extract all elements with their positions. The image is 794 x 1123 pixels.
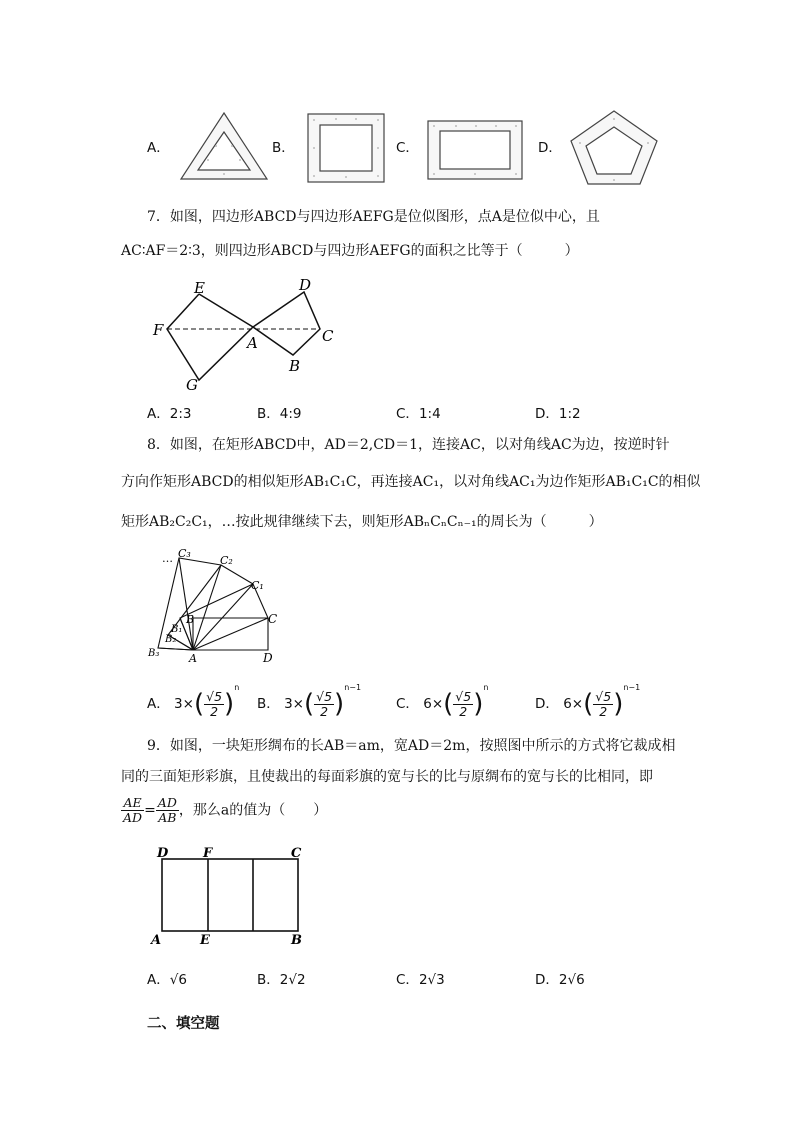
q6-option-a-triangle-frame <box>178 110 270 182</box>
q7-stem-line-1: 7．如图，四边形ABCD与四边形AEFG是位似图形，点A是位似中心，且 <box>147 209 600 225</box>
section-heading: 二、填空题 <box>147 1016 220 1032</box>
q7-label-e: E <box>194 279 205 297</box>
q9-stem-line-3: $\frac{AE}{AD}$ = $\frac{AD}{AB}$ ，那么a的值为（ ） <box>123 795 328 825</box>
q7-stem-line-2: AC∶AF＝2∶3，则四边形ABCD与四边形AEFG的面积之比等于（ ） <box>121 243 579 259</box>
q9-fraction-ae-ad: $\frac{AE}{AD}$ <box>123 795 143 825</box>
q8-label-c1: C₁ <box>251 579 264 592</box>
q9-label-e: E <box>200 933 210 948</box>
q7-label-c: C <box>322 327 334 345</box>
q8-label-b3: B₃ <box>148 648 160 659</box>
q7-option-c: C．1:4 <box>396 406 441 422</box>
q7-label-a: A <box>247 334 258 352</box>
q7-option-b: B．4:9 <box>257 406 302 422</box>
q7-label-d: D <box>299 276 312 294</box>
q8-label-c: C <box>268 612 278 626</box>
q7-label-g: G <box>186 376 198 394</box>
q8-option-c: C． 6×( $\frac{√5}{2}$ )$^n$ <box>396 683 489 719</box>
q6-option-c-letter: C． <box>396 140 419 156</box>
q8-label-ellipsis: … <box>162 552 173 565</box>
q9-option-d: D．2√6 <box>535 972 585 988</box>
q8-stem-line-2: 方向作矩形ABCD的相似矩形AB₁C₁C，再连接AC₁，以对角线AC₁为边作矩形AB₁C₁C的相似 <box>121 474 701 490</box>
q8-label-b1: B₁ <box>171 624 183 635</box>
q6-option-b-letter: B． <box>272 140 295 156</box>
q6-option-c-rectangle-frame <box>426 119 524 181</box>
q7-figure-bowtie <box>148 275 338 395</box>
q8-option-a: A． 3×( $\frac{√5}{2}$ )$^n$ <box>147 683 240 719</box>
q9-label-c: C <box>291 846 302 861</box>
q7-label-b: B <box>289 357 301 375</box>
q8-label-b: B <box>186 613 195 626</box>
q9-option-b: B．2√2 <box>257 972 306 988</box>
q9-option-c: C．2√3 <box>396 972 445 988</box>
q8-label-b2: B₂ <box>165 634 177 645</box>
q8-stem-line-1: 8．如图，在矩形ABCD中，AD＝2,CD＝1，连接AC，以对角线AC为边，按逆时针 <box>147 437 670 453</box>
q8-stem-line-3: 矩形AB₂C₂C₁，…按此规律继续下去，则矩形ABₙCₙCₙ₋₁的周长为（ ） <box>121 514 603 530</box>
q8-option-b: B． 3×( $\frac{√5}{2}$ )$^{n-1}$ <box>257 683 362 719</box>
q7-option-d: D．1:2 <box>535 406 581 422</box>
q8-option-d: D． 6×( $\frac{√5}{2}$ )$^{n-1}$ <box>535 683 641 719</box>
q9-label-d: D <box>157 846 169 861</box>
q8-label-d: D <box>263 651 273 665</box>
q6-option-d-letter: D． <box>538 140 562 156</box>
q9-option-a: A．√6 <box>147 972 187 988</box>
q8-label-c3: C₃ <box>178 547 191 560</box>
q8-figure-spiral-rectangles <box>146 545 286 670</box>
q9-label-a: A <box>151 933 162 948</box>
q6-option-a-letter: A． <box>147 140 170 156</box>
q9-stem-line-2: 同的三面矩形彩旗，且使裁出的每面彩旗的宽与长的比与原绸布的宽与长的比相同，即 <box>121 769 653 785</box>
q7-label-f: F <box>153 321 164 339</box>
q6-option-b-square-frame <box>306 112 386 184</box>
q8-label-a: A <box>189 652 197 665</box>
q7-option-a: A．2:3 <box>147 406 192 422</box>
q9-stem-line-1: 9．如图，一块矩形绸布的长AB＝am，宽AD＝2m，按照图中所示的方式将它裁成相 <box>147 738 676 754</box>
q9-label-f: F <box>203 846 213 861</box>
q9-label-b: B <box>291 933 302 948</box>
q6-option-d-pentagon-frame <box>568 108 660 188</box>
q9-figure-cloth-rectangle <box>148 844 318 949</box>
q9-fraction-ad-ab: $\frac{AD}{AB}$ <box>157 795 177 825</box>
q8-label-c2: C₂ <box>220 554 233 567</box>
